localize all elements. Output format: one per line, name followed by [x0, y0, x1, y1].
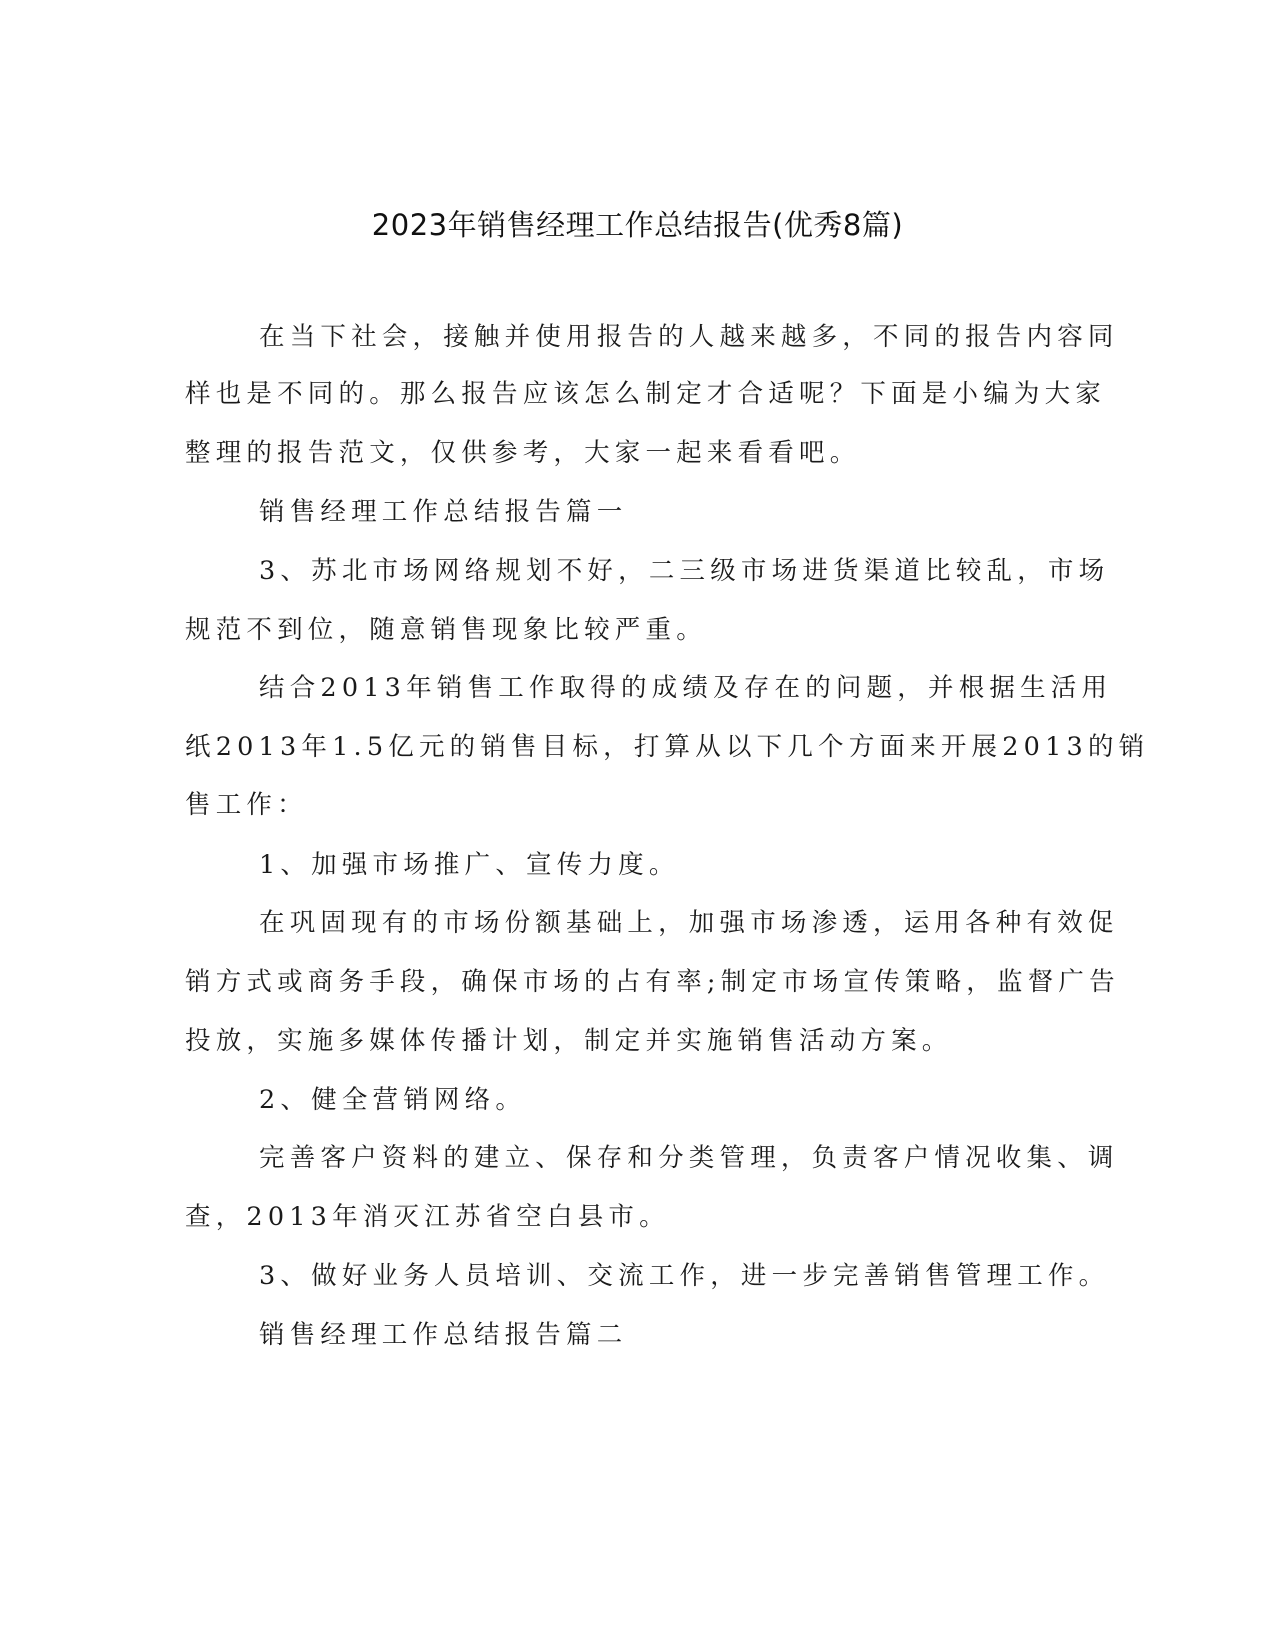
intro-paragraph-line-2: 样也是不同的。那么报告应该怎么制定才合适呢？下面是小编为大家 — [185, 379, 1107, 409]
list-item-2-heading: 2、健全营销网络。 — [259, 1085, 527, 1115]
paragraph-promotion-line-3: 投放，实施多媒体传播计划，制定并实施销售活动方案。 — [185, 1026, 953, 1056]
paragraph-plan-line-1: 结合2013年销售工作取得的成绩及存在的问题，并根据生活用 — [259, 673, 1113, 703]
section-heading-1: 销售经理工作总结报告篇一 — [259, 497, 628, 527]
section-heading-2: 销售经理工作总结报告篇二 — [259, 1320, 628, 1350]
document-title: 2023年销售经理工作总结报告(优秀8篇) — [371, 208, 904, 242]
paragraph-customer-line-2: 查，2013年消灭江苏省空白县市。 — [185, 1202, 670, 1232]
intro-paragraph-line-3: 整理的报告范文，仅供参考，大家一起来看看吧。 — [185, 438, 861, 468]
paragraph-plan-line-3: 售工作： — [185, 790, 308, 820]
paragraph-promotion-line-1: 在巩固现有的市场份额基础上，加强市场渗透，运用各种有效促 — [259, 908, 1119, 938]
list-item-1-heading: 1、加强市场推广、宣传力度。 — [259, 850, 680, 880]
paragraph-plan-line-2: 纸2013年1.5亿元的销售目标，打算从以下几个方面来开展2013的销 — [185, 732, 1150, 762]
paragraph-promotion-line-2: 销方式或商务手段，确保市场的占有率;制定市场宣传策略，监督广告 — [185, 967, 1120, 997]
intro-paragraph-line-1: 在当下社会，接触并使用报告的人越来越多，不同的报告内容同 — [259, 322, 1119, 352]
paragraph-market-network-line-1: 3、苏北市场网络规划不好，二三级市场进货渠道比较乱，市场 — [259, 556, 1110, 586]
paragraph-market-network-line-2: 规范不到位，随意销售现象比较严重。 — [185, 615, 707, 645]
paragraph-customer-line-1: 完善客户资料的建立、保存和分类管理，负责客户情况收集、调 — [259, 1143, 1119, 1173]
list-item-3-heading: 3、做好业务人员培训、交流工作，进一步完善销售管理工作。 — [259, 1261, 1110, 1291]
